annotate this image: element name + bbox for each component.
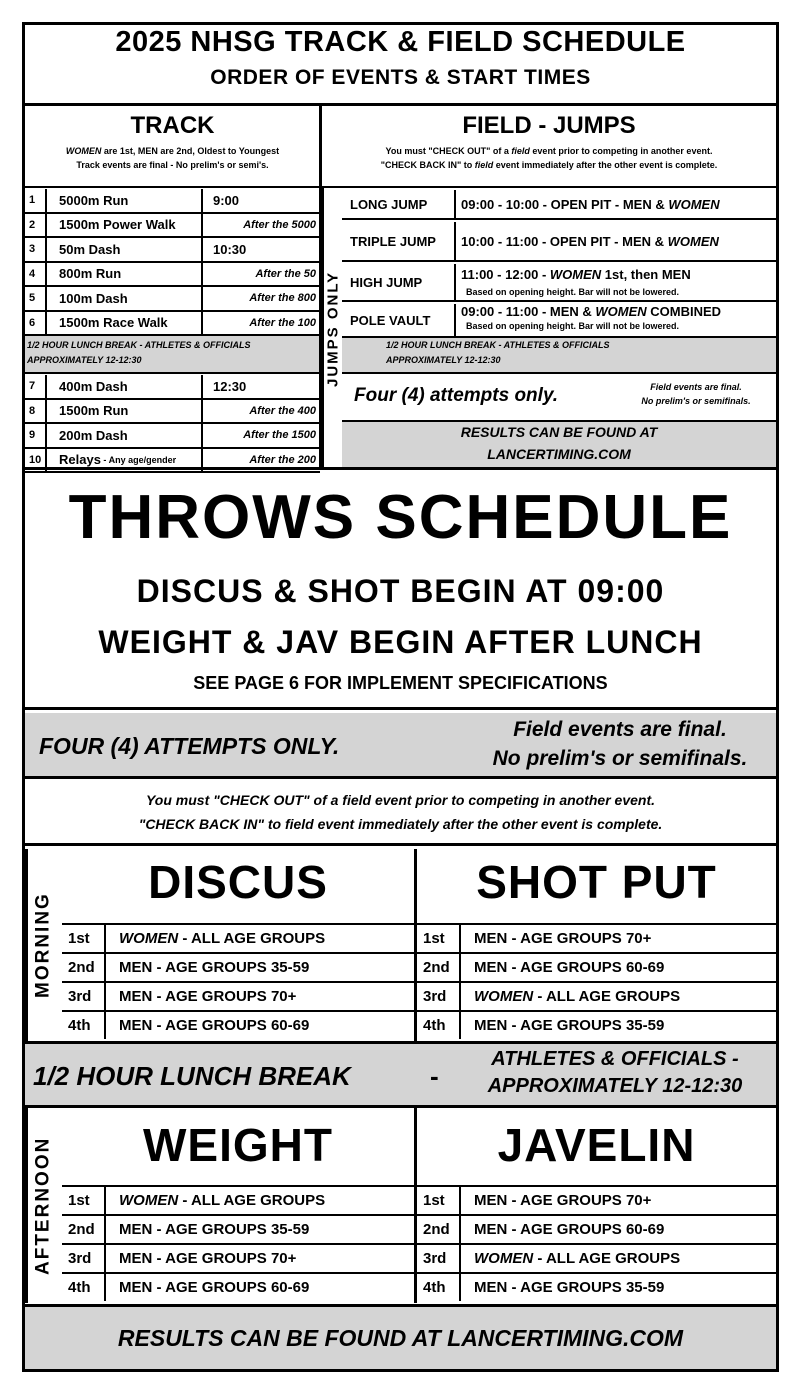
jumps-note2-em: field bbox=[474, 160, 494, 170]
discus-group-text: - ALL AGE GROUPS bbox=[178, 930, 326, 947]
lunch-dash: - bbox=[430, 1061, 439, 1091]
high-jump-note: Based on opening height. Bar will not be lowered. bbox=[466, 287, 680, 297]
track-event-number: 3 bbox=[29, 243, 36, 256]
weight-row bbox=[62, 1243, 414, 1272]
triple-jump-name: TRIPLE JUMP bbox=[350, 233, 436, 249]
high-jump-time: 11:00 - 12:00 - bbox=[461, 267, 550, 282]
jumps-break-line1: 1/2 HOUR LUNCH BREAK - ATHLETES & OFFICIALS bbox=[386, 340, 610, 350]
shot-put-group-text: MEN - AGE GROUPS 35-59 bbox=[474, 1017, 665, 1034]
javelin-group-text: MEN - AGE GROUPS 60-69 bbox=[474, 1221, 665, 1238]
morning-label: MORNING bbox=[25, 849, 59, 1041]
triple-jump-schedule bbox=[461, 222, 719, 260]
shot-put-group bbox=[474, 954, 664, 981]
discus-group-text: MEN - AGE GROUPS 35-59 bbox=[119, 959, 310, 976]
high-jump-schedule bbox=[461, 267, 691, 282]
jumps-heading: FIELD - JUMPS bbox=[462, 112, 636, 139]
track-event-number: 9 bbox=[29, 429, 36, 442]
jumps-final2: No prelim's or semifinals. bbox=[641, 396, 751, 406]
lunch-right2: APPROXIMATELY 12-12:30 bbox=[487, 1075, 743, 1097]
high-jump-women: WOMEN bbox=[549, 267, 602, 282]
jumps-note1-em: field bbox=[511, 146, 530, 156]
pole-vault-name: POLE VAULT bbox=[350, 312, 431, 328]
jumps-break-line2: APPROXIMATELY 12-12:30 bbox=[386, 355, 501, 365]
discus-group bbox=[119, 983, 296, 1010]
jumps-results bbox=[342, 420, 776, 469]
track-break-line1: 1/2 HOUR LUNCH BREAK - ATHLETES & OFFICIALS bbox=[27, 340, 251, 350]
jumps-only-label: JUMPS ONLY bbox=[322, 188, 342, 469]
shot-put-group-text: MEN - AGE GROUPS 60-69 bbox=[474, 959, 665, 976]
track-event-label: 1500m Race Walk bbox=[59, 315, 168, 331]
throws-line3: SEE PAGE 6 FOR IMPLEMENT SPECIFICATIONS bbox=[193, 673, 608, 693]
track-event-number: 10 bbox=[29, 453, 42, 466]
javelin-group bbox=[474, 1245, 680, 1272]
weight-place: 4th bbox=[68, 1279, 91, 1296]
long-jump-schedule bbox=[461, 190, 720, 218]
track-event-time: 9:00 bbox=[213, 192, 240, 208]
track-heading: TRACK bbox=[130, 112, 215, 139]
long-jump-name: LONG JUMP bbox=[350, 196, 428, 212]
throws-check1: You must "CHECK OUT" of a field event prior to competing in another event. bbox=[145, 792, 656, 808]
jumps-section bbox=[322, 106, 776, 469]
track-event-name bbox=[59, 263, 121, 286]
shot-put-row bbox=[417, 952, 776, 981]
track-event-number: 5 bbox=[29, 292, 36, 305]
track-break-line2: APPROXIMATELY 12-12:30 bbox=[27, 355, 142, 365]
shot-put-row bbox=[417, 923, 776, 952]
track-event-label: 1500m Run bbox=[59, 403, 129, 419]
javelin-group-text: MEN - AGE GROUPS 70+ bbox=[474, 1192, 652, 1209]
lunch-right1: ATHLETES & OFFICIALS - bbox=[491, 1048, 739, 1070]
javelin-group bbox=[474, 1187, 651, 1214]
discus-row bbox=[62, 952, 414, 981]
track-event-name bbox=[59, 312, 168, 335]
throws-attempts: FOUR (4) ATTEMPTS ONLY. bbox=[39, 733, 340, 759]
throws-attempts-band bbox=[25, 713, 776, 779]
pole-vault-women: WOMEN bbox=[595, 304, 647, 319]
track-event-label: 400m Dash bbox=[59, 378, 128, 394]
jumps-results-line1: RESULTS CAN BE FOUND AT bbox=[460, 424, 658, 440]
track-event-number: 6 bbox=[29, 316, 36, 329]
weight-group-text: MEN - AGE GROUPS 70+ bbox=[119, 1250, 297, 1267]
track-event-time: After the 5000 bbox=[243, 218, 316, 231]
weight-group bbox=[119, 1274, 309, 1301]
shot-put-row bbox=[417, 1010, 776, 1039]
weight-group-text: - ALL AGE GROUPS bbox=[178, 1192, 326, 1209]
footer-results bbox=[25, 1304, 776, 1369]
javelin-row bbox=[417, 1243, 776, 1272]
discus-row bbox=[62, 981, 414, 1010]
track-event-label: 200m Dash bbox=[59, 427, 128, 443]
discus-women: WOMEN bbox=[119, 930, 179, 947]
discus-place: 3rd bbox=[68, 988, 92, 1005]
discus-place: 1st bbox=[68, 930, 90, 947]
throws-final2: No prelim's or semifinals. bbox=[492, 747, 748, 770]
track-event-label: 800m Run bbox=[59, 266, 122, 282]
jumps-attempts: Four (4) attempts only. bbox=[354, 385, 559, 406]
shot-put-row bbox=[417, 981, 776, 1010]
javelin-group bbox=[474, 1216, 664, 1243]
jumps-attempts-row bbox=[342, 374, 776, 420]
triple-jump-women: WOMEN bbox=[667, 233, 719, 249]
track-event-number: 8 bbox=[29, 404, 36, 417]
weight-row bbox=[62, 1185, 414, 1214]
weight-group bbox=[119, 1187, 325, 1214]
track-event-time: After the 100 bbox=[249, 316, 316, 329]
track-lunch-break bbox=[25, 336, 320, 374]
jumps-note2-b: event immediately after the other event is complete. bbox=[493, 160, 718, 170]
track-event-name bbox=[59, 400, 128, 423]
track-event-label: Relays bbox=[59, 452, 101, 468]
discus-title: DISCUS bbox=[148, 856, 328, 908]
discus-group bbox=[119, 925, 325, 952]
weight-group-text: MEN - AGE GROUPS 35-59 bbox=[119, 1221, 310, 1238]
javelin-row bbox=[417, 1185, 776, 1214]
shot-put-place: 1st bbox=[423, 930, 445, 947]
track-event-row bbox=[25, 424, 320, 449]
track-event-row bbox=[25, 238, 320, 263]
javelin-group-text: - ALL AGE GROUPS bbox=[533, 1250, 681, 1267]
throws-line2: WEIGHT & JAV BEGIN AFTER LUNCH bbox=[98, 624, 703, 660]
javelin-place: 4th bbox=[423, 1279, 446, 1296]
track-event-time: After the 800 bbox=[249, 292, 316, 305]
discus-place: 4th bbox=[68, 1017, 91, 1034]
jumps-note2-a: "CHECK BACK IN" to bbox=[380, 160, 475, 170]
throws-check2: "CHECK BACK IN" to field event immediately after the other event is complete. bbox=[138, 816, 663, 832]
throws-check-notes bbox=[25, 782, 776, 846]
track-event-row bbox=[25, 214, 320, 239]
shot-put-group-text: MEN - AGE GROUPS 70+ bbox=[474, 930, 652, 947]
track-note-order: are 1st, MEN are 2nd, Oldest to Youngest bbox=[101, 146, 280, 156]
discus-group bbox=[119, 1012, 309, 1039]
javelin-place: 2nd bbox=[423, 1221, 450, 1238]
track-event-time: 12:30 bbox=[213, 378, 247, 394]
track-event-label: 1500m Power Walk bbox=[59, 217, 176, 233]
weight-title: WEIGHT bbox=[143, 1119, 333, 1171]
track-event-label: 100m Dash bbox=[59, 290, 128, 306]
afternoon-block bbox=[25, 1108, 776, 1303]
shot-put-place: 3rd bbox=[423, 988, 447, 1005]
pole-vault-note: Based on opening height. Bar will not be lowered. bbox=[466, 321, 680, 331]
throws-header bbox=[25, 470, 776, 710]
javelin-group-text: MEN - AGE GROUPS 35-59 bbox=[474, 1279, 665, 1296]
track-event-label: 50m Dash bbox=[59, 241, 121, 257]
jumps-lunch-break bbox=[342, 336, 776, 374]
shot-put-group bbox=[474, 1012, 664, 1039]
track-event-row bbox=[25, 189, 320, 214]
track-event-time: After the 50 bbox=[255, 267, 316, 280]
header bbox=[22, 22, 779, 106]
page-subtitle: ORDER OF EVENTS & START TIMES bbox=[210, 66, 591, 89]
discus-row bbox=[62, 923, 414, 952]
javelin-row bbox=[417, 1272, 776, 1301]
track-event-name bbox=[59, 375, 128, 398]
long-jump-time: 09:00 - 10:00 - OPEN PIT - MEN & bbox=[461, 196, 669, 212]
discus-group-text: MEN - AGE GROUPS 70+ bbox=[119, 988, 297, 1005]
track-event-row bbox=[25, 400, 320, 425]
shot-put-place: 2nd bbox=[423, 959, 450, 976]
weight-row bbox=[62, 1214, 414, 1243]
javelin-title: JAVELIN bbox=[497, 1119, 696, 1171]
lunch-main: 1/2 HOUR LUNCH BREAK bbox=[33, 1061, 351, 1091]
shot-put-group bbox=[474, 983, 680, 1010]
afternoon-label: AFTERNOON bbox=[25, 1108, 59, 1303]
javelin-place: 1st bbox=[423, 1192, 445, 1209]
jumps-note1-b: event prior to competing in another event. bbox=[529, 146, 713, 156]
track-event-extra: - Any age/gender bbox=[100, 454, 177, 465]
throws-line1: DISCUS & SHOT BEGIN AT 09:00 bbox=[136, 573, 665, 609]
track-event-time: After the 200 bbox=[249, 453, 316, 466]
jumps-note1-a: You must "CHECK OUT" of a bbox=[385, 146, 512, 156]
morning-block bbox=[25, 849, 776, 1041]
track-section bbox=[25, 106, 320, 469]
weight-group bbox=[119, 1245, 296, 1272]
track-note-women: WOMEN bbox=[65, 146, 102, 156]
shot-put-group bbox=[474, 925, 651, 952]
discus-place: 2nd bbox=[68, 959, 95, 976]
weight-group-text: MEN - AGE GROUPS 60-69 bbox=[119, 1279, 310, 1296]
track-event-name bbox=[59, 189, 128, 212]
track-event-row bbox=[25, 263, 320, 288]
triple-jump-time: 10:00 - 11:00 - OPEN PIT - MEN & bbox=[461, 233, 668, 249]
track-event-time: After the 400 bbox=[249, 404, 316, 417]
high-jump-order: 1st, then MEN bbox=[601, 267, 691, 282]
footer-results-text: RESULTS CAN BE FOUND AT LANCERTIMING.COM bbox=[117, 1325, 684, 1351]
pole-vault-time: 09:00 - 11:00 - MEN & bbox=[461, 304, 596, 319]
track-event-number: 1 bbox=[29, 194, 36, 207]
jump-row-high bbox=[342, 264, 776, 302]
pole-vault-schedule bbox=[461, 304, 721, 319]
throws-lunch-band bbox=[25, 1041, 776, 1108]
page-title: 2025 NHSG TRACK & FIELD SCHEDULE bbox=[115, 26, 686, 58]
track-event-name bbox=[59, 214, 176, 237]
weight-row bbox=[62, 1272, 414, 1301]
track-note-final: Track events are final - No prelim's or semi's. bbox=[76, 160, 269, 170]
weight-group bbox=[119, 1216, 309, 1243]
javelin-group bbox=[474, 1274, 664, 1301]
discus-group bbox=[119, 954, 309, 981]
discus-group-text: MEN - AGE GROUPS 60-69 bbox=[119, 1017, 310, 1034]
weight-place: 2nd bbox=[68, 1221, 95, 1238]
shot-put-group-text: - ALL AGE GROUPS bbox=[533, 988, 681, 1005]
long-jump-women: WOMEN bbox=[668, 196, 720, 212]
track-event-time: 10:30 bbox=[213, 241, 247, 257]
track-event-name bbox=[59, 287, 128, 310]
track-event-name bbox=[59, 238, 120, 261]
throws-final1: Field events are final. bbox=[513, 718, 727, 741]
jump-row-pole bbox=[342, 304, 776, 336]
high-jump-name: HIGH JUMP bbox=[350, 274, 423, 290]
weight-place: 1st bbox=[68, 1192, 90, 1209]
pole-vault-combined: COMBINED bbox=[646, 304, 722, 319]
javelin-row bbox=[417, 1214, 776, 1243]
track-event-number: 2 bbox=[29, 218, 36, 231]
track-event-row bbox=[25, 312, 320, 337]
javelin-women: WOMEN bbox=[474, 1250, 534, 1267]
track-event-name bbox=[59, 424, 128, 447]
track-event-number: 4 bbox=[29, 267, 36, 280]
shot-put-title: SHOT PUT bbox=[476, 856, 717, 908]
track-event-row bbox=[25, 375, 320, 400]
jumps-results-line2: LANCERTIMING.COM bbox=[487, 446, 631, 462]
jump-row-long bbox=[342, 190, 776, 220]
track-event-number: 7 bbox=[29, 380, 36, 393]
track-event-row bbox=[25, 287, 320, 312]
jumps-final1: Field events are final. bbox=[650, 382, 742, 392]
throws-title: THROWS SCHEDULE bbox=[68, 483, 733, 552]
track-event-time: After the 1500 bbox=[243, 429, 316, 442]
shot-put-women: WOMEN bbox=[474, 988, 534, 1005]
jump-row-triple bbox=[342, 222, 776, 262]
weight-women: WOMEN bbox=[119, 1192, 179, 1209]
shot-put-place: 4th bbox=[423, 1017, 446, 1034]
javelin-place: 3rd bbox=[423, 1250, 447, 1267]
track-event-label: 5000m Run bbox=[59, 192, 129, 208]
discus-row bbox=[62, 1010, 414, 1039]
weight-place: 3rd bbox=[68, 1250, 92, 1267]
